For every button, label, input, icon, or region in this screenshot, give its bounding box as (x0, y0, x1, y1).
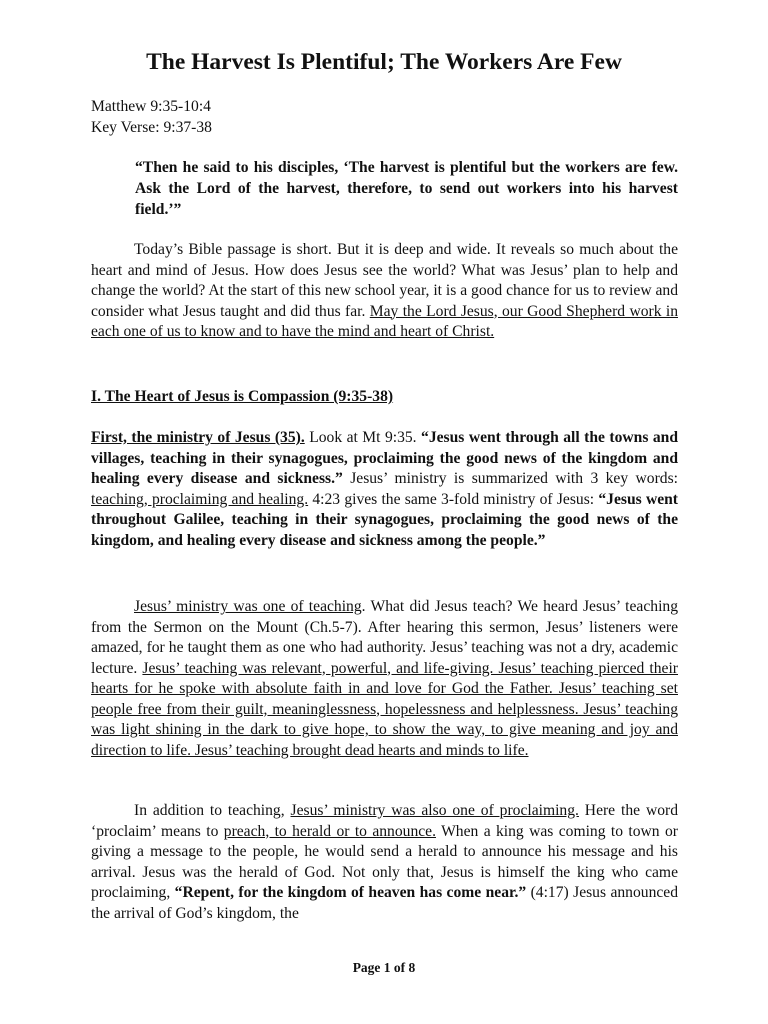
ministry-key-words: teaching, proclaiming and healing. (91, 490, 309, 508)
document-title: The Harvest Is Plentiful; The Workers Are Few (146, 49, 622, 75)
teaching-paragraph (91, 597, 678, 761)
ministry-quote-1: “Jesus went through all the towns and villages, teaching in their synagogues, proclaiming the good news of the kingdom and healing every disease and sickness.” (91, 429, 678, 487)
ministry-quote-2: “Jesus went throughout Galilee, teaching in their synagogues, proclaiming the good news of the kingdom, and healing every disease and sickness among the people.” (91, 490, 678, 549)
proclaiming-text-2: Here the word ‘proclaim’ means to (91, 802, 678, 840)
ministry-text-3: 4:23 gives the same 3-fold ministry of Jesus: (308, 490, 599, 508)
proclaiming-paragraph (91, 801, 678, 924)
scripture-reference (91, 96, 678, 138)
proclaiming-text-3: When a king was coming to town or giving a message to the people, he would send a herald to announce his message and his arrival. Jesus was the herald of God. Not only that, Jesus is himself the king who came proclaiming, (91, 822, 678, 901)
intro-prayer-underlined: May the Lord Jesus, our Good Shepherd work in each one of us to know and to have the mind and heart of Christ. (91, 302, 678, 340)
teaching-lead: Jesus’ ministry was one of teaching (134, 598, 362, 615)
key-verse-quote: “Then he said to his disciples, ‘The harvest is plentiful but the workers are few. Ask the Lord of the harvest, therefore, to send out workers into his harvest field.’” (135, 159, 678, 218)
ministry-lead: First, the ministry of Jesus (35). (91, 429, 305, 446)
proclaiming-text-1: In addition to teaching, (134, 802, 291, 819)
teaching-underlined: Jesus’ teaching was relevant, powerful, and life-giving. Jesus’ teaching pierced their hearts for he spoke with absolute faith in and love for God the Father. Jesus’ teaching set people free from their guilt, meaninglessness, hopelessness and helplessness. Jesus’ teaching was light shining in the dark to give hope, to show the way, to give meaning and joy and direction to life. Jesus’ teaching brought dead hearts and minds to life. (91, 659, 679, 759)
ministry-text-1: Look at Mt 9:35. (304, 429, 422, 446)
teaching-text: . What did Jesus teach? We heard Jesus’ teaching from the Sermon on the Mount (Ch.5-7). After hearing this sermon, Jesus’ listeners were amazed, for he taught them as one who had authority. Jesus’ teaching was not a dry, academic lecture. (91, 598, 678, 677)
page-number-footer: Page 1 of 8 (352, 960, 416, 975)
ministry-text-2: Jesus’ ministry is summarized with 3 key words: (342, 470, 678, 487)
proclaiming-underline-1: Jesus’ ministry was also one of proclaiming. (290, 802, 579, 819)
proclaiming-quote: “Repent, for the kingdom of heaven has come near.” (174, 884, 527, 901)
intro-text: Today’s Bible passage is short. But it is deep and wide. It reveals so much about the heart and mind of Jesus. How does Jesus see the world? What was Jesus’ plan to help and change the world? At the start of this new school year, it is a good chance for us to review and consider what Jesus taught and did thus far. (91, 241, 678, 320)
proclaiming-underline-2: preach, to herald or to announce. (223, 822, 436, 840)
passage-reference: Matthew 9:35-10:4 (91, 98, 211, 115)
key-verse-reference: Key Verse: 9:37-38 (91, 119, 212, 136)
proclaiming-text-4: (4:17) Jesus announced the arrival of God’s kingdom, the (91, 884, 679, 922)
intro-paragraph (91, 240, 678, 343)
section-heading: I. The Heart of Jesus is Compassion (9:35-38) (91, 388, 394, 405)
ministry-paragraph (91, 428, 678, 551)
